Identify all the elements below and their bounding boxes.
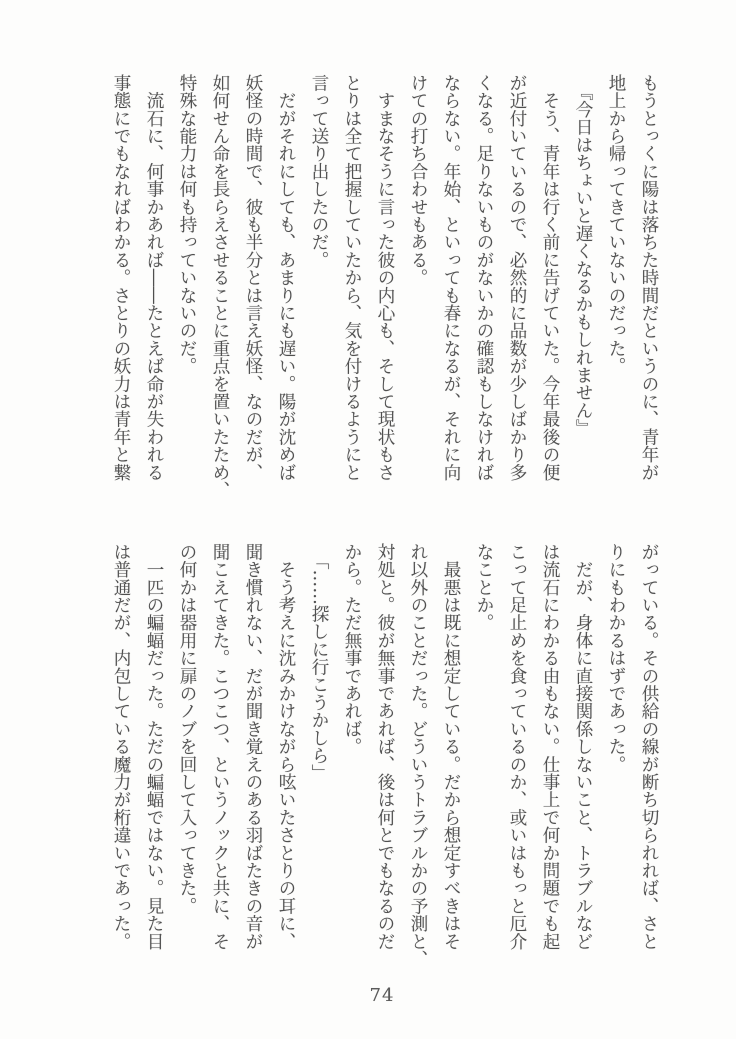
text-line: がっている。その供給の線が断ち切られれば、さと — [639, 543, 659, 951]
text-line: 『今日はちょいと遅くなるかもしれません』 — [573, 74, 593, 437]
text-line: そう、青年は行く前に告げていた。今年最後の便 — [540, 74, 560, 482]
text-line: だがそれにしても、あまりにも遅い。陽が沈めば — [276, 74, 296, 482]
text-line: は普通だが、内包している魔力が桁違いであった。 — [111, 543, 131, 951]
text-line: だが、身体に直接関係しないこと、トラブルなど — [573, 543, 593, 951]
text-line: 一匹の蝙蝠だった。ただの蝙蝠ではない。見た目 — [144, 543, 164, 951]
upper-text-block — [104, 74, 665, 499]
text-line: の何かは器用に扉のノブを回して入ってきた。 — [177, 543, 197, 915]
text-line: 聞こえてきた。こつこつ、というノックと共に、そ — [210, 543, 230, 951]
text-line: 対処と。彼が無事であれば、後は何とでもなるのだ — [375, 543, 395, 951]
text-line: 最悪は既に想定している。だから想定すべきはそ — [441, 543, 461, 951]
text-line: ならない。年始、といっても春になるが、それに向 — [441, 74, 461, 482]
text-line: 事態にでもなればわかる。さとりの妖力は青年と繋 — [111, 74, 131, 482]
text-line: 言って送り出したのだ。 — [309, 74, 329, 269]
text-line: 聞き慣れない、だが聞き覚えのある羽ばたきの音が — [243, 543, 263, 951]
text-line: りにもわかるはずであった。 — [606, 543, 626, 774]
text-line: 流石に、何事かあれば――たとえば命が失われる — [144, 74, 164, 482]
text-line: もうとっくに陽は落ちた時間だというのに、青年が — [639, 74, 659, 482]
text-line: 如何せん命を長らえさせることに重点を置いたため、 — [210, 74, 230, 499]
text-line: けての打ち合わせもある。 — [408, 74, 428, 287]
text-line: 地上から帰ってきていないのだった。 — [606, 74, 626, 375]
text-line: とりは全て把握していたから、気を付けるようにと — [342, 74, 362, 482]
page-number: 74 — [369, 985, 395, 1006]
text-line: なことか。 — [474, 543, 494, 632]
text-line: から。ただ無事であれば。 — [342, 543, 362, 756]
lower-text-block — [104, 543, 665, 968]
text-line: は流石にわかる由もない。仕事上で何か問題でも起 — [540, 543, 560, 951]
text-line: が近付いているので、必然的に品数が少しばかり多 — [507, 74, 527, 482]
text-line: そう考えに沈みかけながら呟いたさとりの耳に、 — [276, 543, 296, 951]
text-line: 妖怪の時間で、彼も半分とは言え妖怪、なのだが、 — [243, 74, 263, 482]
text-line: こって足止めを食っているのか、或いはもっと厄介 — [507, 543, 527, 951]
text-line: れ以外のことだった。どういうトラブルかの予測と、 — [408, 543, 428, 968]
text-line: くなる。足りないものがないかの確認もしなければ — [474, 74, 494, 482]
text-line: すまなそうに言った彼の内心も、そして現状もさ — [375, 74, 395, 482]
text-line: 「……探しに行こうかしら」 — [309, 543, 329, 783]
text-line: 特殊な能力は何も持っていないのだ。 — [177, 74, 197, 375]
